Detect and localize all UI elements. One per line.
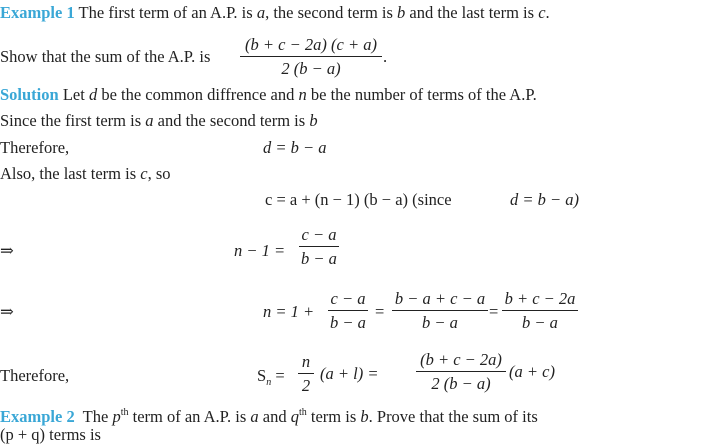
denominator: 2 (b − a) — [431, 374, 491, 393]
equals-sign: = — [489, 302, 499, 321]
var-a: a — [145, 111, 154, 130]
text: term of an A.P. is — [128, 407, 251, 426]
denominator: b − a — [301, 249, 337, 268]
n-minus-1-lhs: n − 1 = — [234, 241, 286, 260]
solution-line-1 — [0, 85, 537, 105]
sn-lhs — [257, 366, 285, 393]
n-minus-1-fraction — [299, 225, 339, 269]
denominator: b − a — [522, 313, 558, 332]
fraction-bar — [416, 371, 506, 372]
text: , so — [147, 164, 171, 183]
fraction-bar — [392, 310, 488, 311]
var-b: b — [309, 111, 318, 130]
var-a: a — [250, 407, 259, 426]
n-fraction-1 — [328, 289, 368, 333]
numerator: (b + c − 2a) — [420, 350, 502, 369]
denominator: b − a — [422, 313, 458, 332]
text: and the second term is — [153, 111, 310, 130]
numerator: (b + c − 2a) (c + a) — [245, 35, 377, 54]
therefore-label: Therefore, — [0, 138, 70, 157]
fraction-bar — [298, 373, 314, 374]
numerator: c − a — [301, 225, 337, 244]
equation-d: d = b − a — [263, 138, 327, 157]
text: and — [258, 407, 291, 426]
text: The first term of an A.P. is — [78, 3, 257, 22]
equals-sign: = — [375, 302, 385, 321]
text: term is — [306, 407, 361, 426]
numerator: c − a — [330, 289, 366, 308]
text: . — [545, 3, 550, 22]
example-1-statement — [0, 3, 550, 23]
fraction-bar — [328, 310, 368, 311]
example-2-line-2: (p + q) terms is — [0, 425, 101, 444]
therefore-label-2: Therefore, — [0, 366, 70, 385]
sn-fraction-n-over-2 — [298, 352, 314, 396]
fraction-bar — [240, 56, 382, 57]
equation-c: c = a + (n − 1) (b − a) (since — [265, 190, 452, 209]
solution-line-2 — [0, 111, 318, 131]
equals: = — [271, 366, 285, 385]
text: Since the first term is — [0, 111, 146, 130]
denominator: 2 (b − a) — [281, 59, 341, 78]
since-equation: d = b − a) — [510, 190, 580, 209]
fraction-bar — [299, 246, 339, 247]
also-line — [0, 164, 170, 184]
show-fraction — [240, 35, 382, 79]
var-d: d — [88, 85, 98, 104]
subscript-n: n — [266, 377, 272, 388]
example-2-statement — [0, 403, 538, 427]
sn-middle: (a + l) = — [320, 364, 379, 383]
superscript-th: th — [298, 407, 307, 418]
text: Also, the last term is — [0, 164, 141, 183]
implies-arrow: ⇒ — [0, 302, 14, 321]
text: The — [74, 407, 113, 426]
text: be the number of terms of the A.P. — [306, 85, 537, 104]
solution-label: Solution — [0, 85, 59, 104]
n-fraction-2 — [392, 289, 488, 333]
var-c: c — [538, 3, 546, 22]
denominator: 2 — [301, 376, 311, 395]
implies-arrow: ⇒ — [0, 241, 14, 260]
numerator: n — [301, 352, 311, 371]
n-fraction-3 — [502, 289, 578, 333]
superscript-th: th — [120, 407, 129, 418]
text: . Prove that the sum of its — [368, 407, 538, 426]
text: be the common diffrence and — [97, 85, 299, 104]
numerator: b − a + c − a — [394, 289, 486, 308]
var-a: a — [256, 3, 266, 22]
example-2-label: Example 2 — [0, 407, 75, 426]
text: Let — [58, 85, 89, 104]
var-n: n — [298, 85, 307, 104]
show-that-text: Show that the sum of the A.P. is — [0, 47, 211, 66]
denominator: b − a — [330, 313, 366, 332]
n-lhs: n = 1 + — [263, 302, 315, 321]
var-c: c — [140, 164, 148, 183]
example-1-label: Example 1 — [0, 3, 75, 22]
var-b: b — [397, 3, 406, 22]
var-q: q — [290, 407, 299, 426]
var-b: b — [360, 407, 369, 426]
var-p: p — [112, 407, 121, 426]
sum-symbol: S — [257, 366, 267, 385]
sn-fraction-2 — [416, 350, 506, 394]
sn-end: (a + c) — [509, 362, 555, 381]
text: and the last term is — [405, 3, 539, 22]
numerator: b + c − 2a — [504, 289, 576, 308]
period: . — [383, 47, 388, 66]
text: , the second term is — [265, 3, 398, 22]
fraction-bar — [502, 310, 578, 311]
